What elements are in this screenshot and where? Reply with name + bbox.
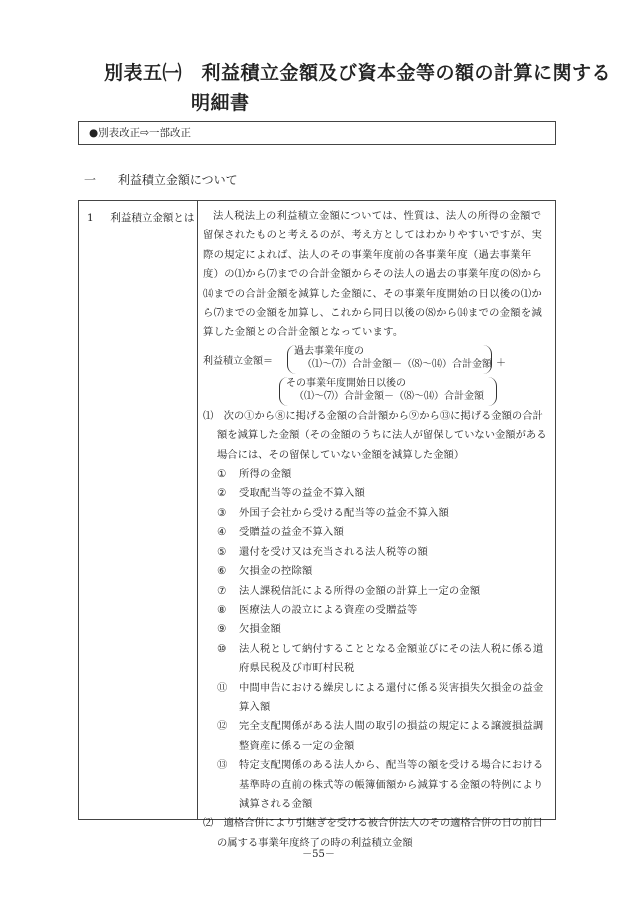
item-text: 医療法人の設立による資産の受贈益等 <box>239 603 418 616</box>
revision-note: ●別表改正⇨一部改正 <box>89 127 191 139</box>
list-item <box>203 640 547 679</box>
explanation-table <box>78 200 556 849</box>
page-number: －55－ <box>302 849 335 860</box>
formula-current-line1: その事業年度開始日以後の <box>286 377 406 389</box>
item-mark: ③ <box>217 506 227 519</box>
formula-past-line1: 過去事業年度の <box>294 345 364 357</box>
item-mark: ⑨ <box>217 623 227 636</box>
title-line-2: 明細書 <box>191 92 250 114</box>
item-mark: ① <box>217 468 227 481</box>
item-mark: ⑧ <box>217 603 227 616</box>
formula-past-line2: （⑴～⑺）合計金額－（⑻～⒁）合計金額 <box>302 358 492 370</box>
item-mark: ⑥ <box>217 565 227 578</box>
item-text: 法人課税信託による所得の金額の計算上一定の金額 <box>239 584 481 597</box>
formula-plus: ＋ <box>496 357 506 369</box>
item-2: ⑵ 適格合併により引継ぎを受ける被合併法人のその適格合併の日の前日の属する事業年度終了の時の利益積立金額 <box>203 817 543 849</box>
subitem-list <box>203 465 547 814</box>
item-text: 欠損金額 <box>239 623 281 636</box>
item-mark: ② <box>217 487 227 500</box>
page-title <box>104 58 611 118</box>
item-text: 受贈益の益金不算入額 <box>239 526 344 539</box>
item-text: 中間申告における繰戻しによる還付に係る災害損失欠損金の益金算入額 <box>239 681 544 713</box>
item-mark: ⑤ <box>217 545 227 558</box>
row-label: 利益積立金額とは <box>110 212 195 224</box>
item-mark: ⑪ <box>217 681 228 694</box>
item-mark: ④ <box>217 526 227 539</box>
formula-block <box>203 345 547 407</box>
list-item <box>203 601 547 620</box>
column-divider <box>197 201 198 819</box>
formula-bracket-current <box>279 377 497 406</box>
section-title: 利益積立金額について <box>117 173 238 187</box>
formula-current-line2: （⑴～⑺）合計金額－（⑻～⒁）合計金額 <box>294 390 484 402</box>
item-mark: ⑦ <box>217 584 227 597</box>
formula-bracket-past <box>287 345 492 374</box>
list-item <box>203 756 547 814</box>
row-number: 1 <box>87 212 94 224</box>
row-content-cell <box>203 207 547 853</box>
intro-paragraph: 法人税法上の利益積立金額については、性質は、法人の所得の金額で留保されたものと考えるのが、考え方としてはわかりやすいですが、実際の規定によれば、法人のその事業年度前の各事業年度（過去事業年度）の⑴から⑺までの合計金額からその法人の過去の事業年度の⑻から⒁までの合計金額を減算した金額に、その事業年度開始の日以後の⑴から⑺までの金額を加算し、これから同日以後の⑻から⒁までの金額を減算した金額との合計金額となっています。 <box>203 210 543 339</box>
list-item <box>203 562 547 581</box>
list-item <box>203 679 547 718</box>
title-line-1: 別表五㈠ 利益積立金額及び資本金等の額の計算に関する <box>104 62 612 84</box>
list-item <box>203 465 547 484</box>
section-number: 一 <box>84 173 97 187</box>
formula-label: 利益積立金額＝ <box>203 355 273 367</box>
list-item <box>203 582 547 601</box>
item-text: 法人税として納付することとなる金額並びにその法人税に係る道府県民税及び市町村民税 <box>239 642 544 675</box>
list-item <box>203 717 547 756</box>
item-text: 外国子会社から受ける配当等の益金不算入額 <box>239 506 449 519</box>
list-item <box>203 523 547 542</box>
item-text: 欠損金の控除額 <box>239 565 313 578</box>
item-text: 受取配当等の益金不算入額 <box>239 487 365 500</box>
item-1: ⑴ 次の①から⑧に掲げる金額の合計額から⑨から⑬に掲げる金額の合計額を減算した金額（その金額のうちに法人が留保していない金額がある場合には、その留保していない金額を減算した金額） <box>203 409 547 461</box>
item-text: 所得の金額 <box>239 468 292 481</box>
section-heading <box>84 171 238 188</box>
item-text: 完全支配関係がある法人間の取引の損益の規定による譲渡損益調整資産に係る一定の金額 <box>239 720 544 752</box>
item-text: 特定支配関係のある法人から、配当等の額を受ける場合における基準時の直前の株式等の帳簿価額から減算する金額の特例により減算される金額 <box>239 759 544 810</box>
item-mark: ⑩ <box>217 642 227 655</box>
list-item <box>203 484 547 503</box>
revision-note-box <box>78 121 556 145</box>
item-mark: ⑫ <box>217 720 228 733</box>
list-item <box>203 543 547 562</box>
item-mark: ⑬ <box>217 759 228 772</box>
list-item <box>203 620 547 639</box>
list-item <box>203 504 547 523</box>
item-text: 還付を受け又は充当される法人税等の額 <box>239 545 428 558</box>
row-label-cell <box>87 210 194 225</box>
